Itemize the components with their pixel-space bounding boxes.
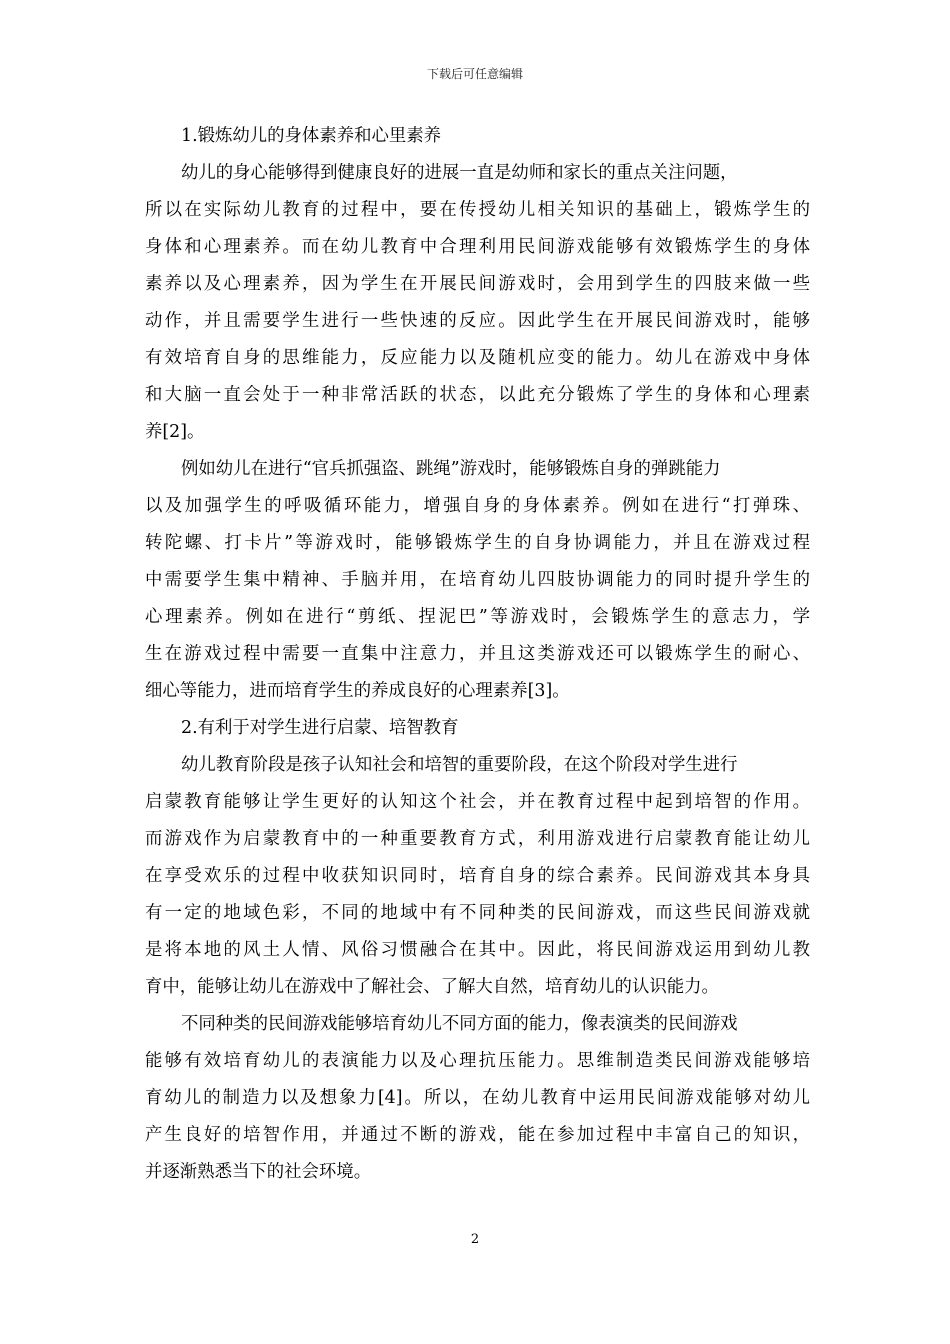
- paragraph-line: 不同种类的民间游戏能够培育幼儿不同方面的能力，像表演类的民间游戏: [181, 1014, 738, 1034]
- document-body: [145, 118, 810, 1191]
- page-number: 2: [470, 1232, 480, 1247]
- paragraph-line: 育中，能够让幼儿在游戏中了解社会、了解大自然，培育幼儿的认识能力。: [145, 977, 719, 997]
- paragraph-line: 例如幼儿在进行“官兵抓强盗、跳绳”游戏时，能够锻炼自身的弹跳能力: [181, 459, 721, 479]
- paragraph-line: 是将本地的风土人情、风俗习惯融合在其中。因此，将民间游戏运用到幼儿教: [145, 940, 810, 960]
- paragraph-line: 以及加强学生的呼吸循环能力，增强自身的身体素养。例如在进行“打弹珠、: [145, 496, 810, 516]
- paragraph-line: 身体和心理素养。而在幼儿教育中合理利用民间游戏能够有效锻炼学生的身体: [145, 237, 810, 257]
- paragraph-line: 产生良好的培智作用，并通过不断的游戏，能在参加过程中丰富自己的知识，: [145, 1125, 810, 1145]
- paragraph-line: 养[2]。: [145, 422, 205, 442]
- paragraph-line: 而游戏作为启蒙教育中的一种重要教育方式，利用游戏进行启蒙教育能让幼儿: [145, 829, 810, 849]
- paragraph-line: 幼儿教育阶段是孩子认知社会和培智的重要阶段，在这个阶段对学生进行: [181, 755, 738, 775]
- section-heading-2: 2.有利于对学生进行启蒙、培智教育: [181, 718, 459, 738]
- section-heading-1: 1.锻炼幼儿的身体素养和心里素养: [181, 126, 442, 146]
- paragraph-line: 育幼儿的制造力以及想象力[4]。所以，在幼儿教育中运用民间游戏能够对幼儿: [145, 1088, 810, 1108]
- paragraph-line: 所以在实际幼儿教育的过程中，要在传授幼儿相关知识的基础上，锻炼学生的: [145, 200, 810, 220]
- paragraph-line: 生在游戏过程中需要一直集中注意力，并且这类游戏还可以锻炼学生的耐心、: [145, 644, 810, 664]
- paragraph-line: 有效培育自身的思维能力，反应能力以及随机应变的能力。幼儿在游戏中身体: [145, 348, 810, 368]
- paragraph-line: 动作，并且需要学生进行一些快速的反应。因此学生在开展民间游戏时，能够: [145, 311, 810, 331]
- paragraph-line: 心理素养。例如在进行“剪纸、捏泥巴”等游戏时，会锻炼学生的意志力，学: [145, 607, 810, 627]
- paragraph-line: 中需要学生集中精神、手脑并用，在培育幼儿四肢协调能力的同时提升学生的: [145, 570, 810, 590]
- paragraph-line: 幼儿的身心能够得到健康良好的进展一直是幼师和家长的重点关注问题，: [181, 163, 738, 183]
- paragraph-line: 转陀螺、打卡片”等游戏时，能够锻炼学生的自身协调能力，并且在游戏过程: [145, 533, 810, 553]
- paragraph-line: 素养以及心理素养，因为学生在开展民间游戏时，会用到学生的四肢来做一些: [145, 274, 810, 294]
- paragraph-line: 有一定的地域色彩，不同的地域中有不同种类的民间游戏，而这些民间游戏就: [145, 903, 810, 923]
- page-header: 下载后可任意编辑: [426, 67, 523, 81]
- paragraph-line: 在享受欢乐的过程中收获知识同时，培育自身的综合素养。民间游戏其本身具: [145, 866, 810, 886]
- paragraph-line: 并逐渐熟悉当下的社会环境。: [145, 1162, 372, 1182]
- paragraph-line: 启蒙教育能够让学生更好的认知这个社会，并在教育过程中起到培智的作用。: [145, 792, 810, 812]
- paragraph-line: 能够有效培育幼儿的表演能力以及心理抗压能力。思维制造类民间游戏能够培: [145, 1051, 810, 1071]
- paragraph-line: 细心等能力，进而培育学生的养成良好的心理素养[3]。: [145, 681, 570, 701]
- paragraph-line: 和大脑一直会处于一种非常活跃的状态，以此充分锻炼了学生的身体和心理素: [145, 385, 810, 405]
